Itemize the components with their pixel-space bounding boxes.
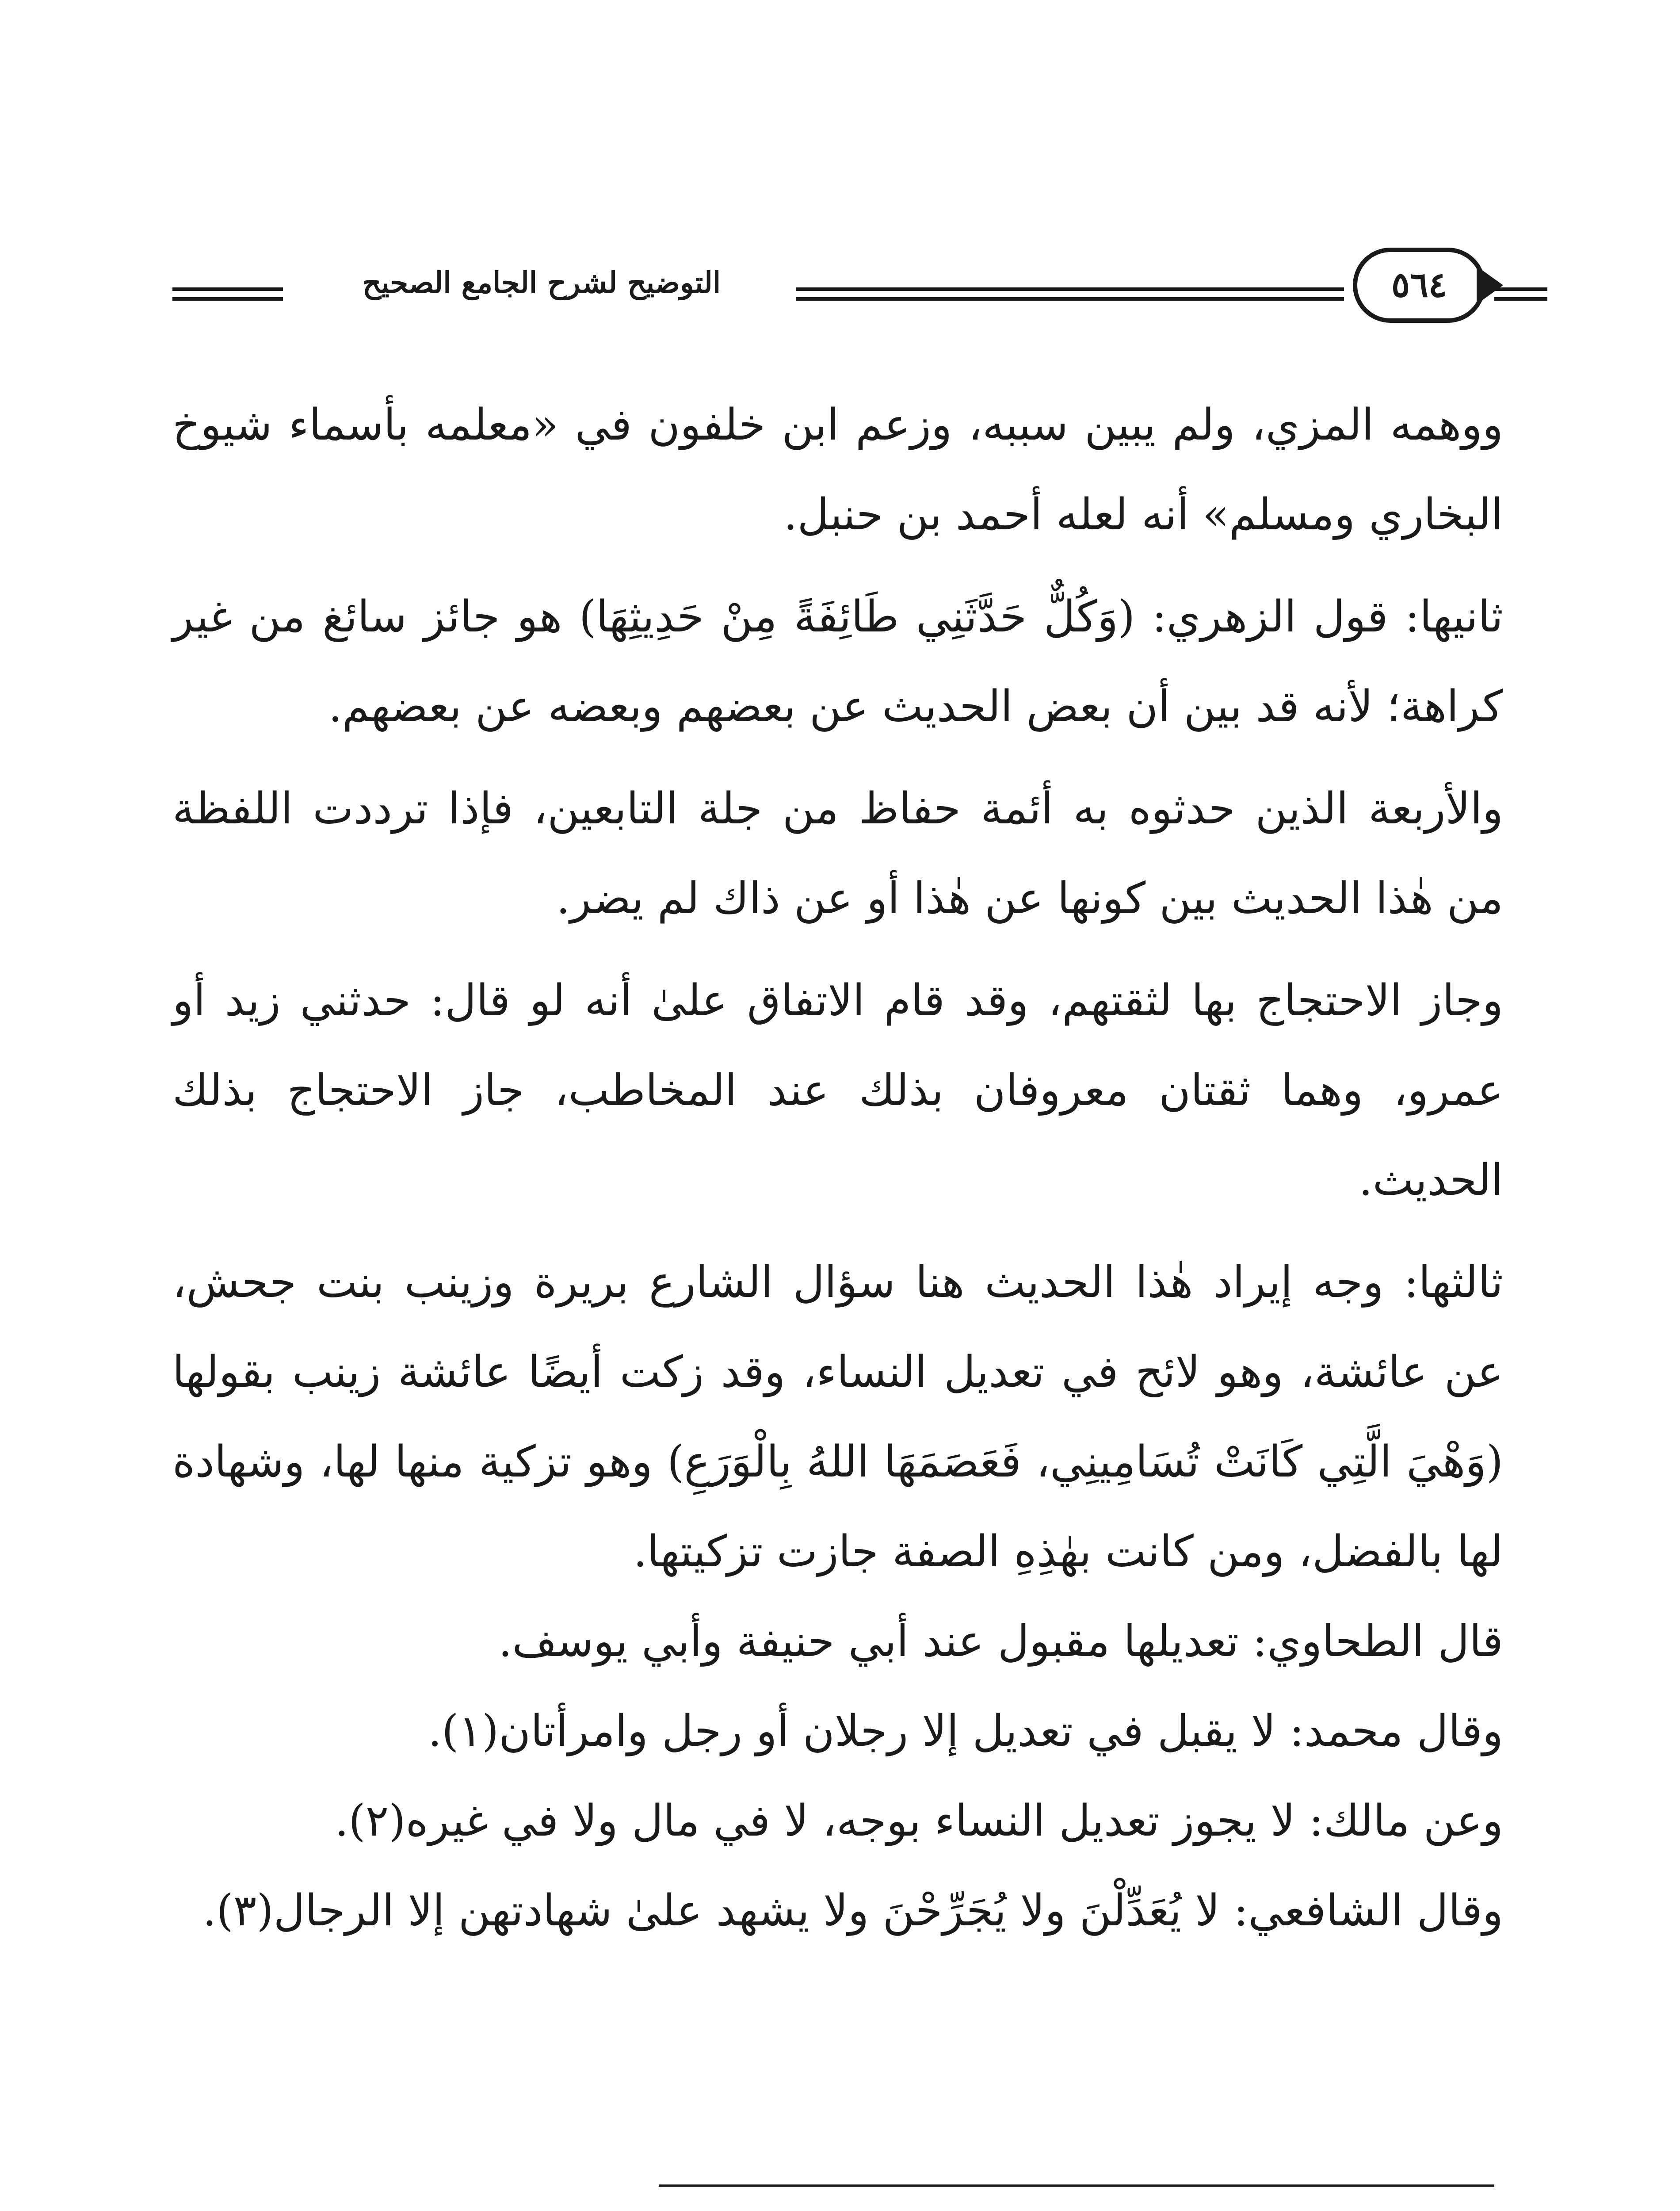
paragraph: وجاز الاحتجاج بها لثقتهم، وقد قام الاتفاق علىٰ أنه لو قال: حدثني زيد أو عمرو، وهما ثقتان معروفان بذلك عند المخاطب، جاز الاحتجاج بذلك الحديث. xyxy=(172,975,1503,1205)
paragraph: وعن مالك: لا يجوز تعديل النساء بوجه، لا في مال ولا في غيره(٢). xyxy=(335,1796,1503,1846)
paragraph: ثانيها: قول الزهري: (وَكُلٌّ حَدَّثَنِي طَائِفَةً مِنْ حَدِيثِهَا) هو جائز سائغ من غير كراهة؛ لأنه قد بين أن بعض الحديث عن بعضهم وبعضه عن بعضهم. xyxy=(172,592,1503,732)
page-header xyxy=(168,239,1512,336)
page-number: ٥٦٤ xyxy=(1353,248,1485,323)
paragraph: والأربعة الذين حدثوه به أئمة حفاظ من جلة التابعين، فإذا ترددت اللفظة من هٰذا الحديث بين كونها عن هٰذا أو عن ذاك لم يضر. xyxy=(172,784,1503,924)
paragraph: ثالثها: وجه إيراد هٰذا الحديث هنا سؤال الشارع بريرة وزينب بنت جحش، عن عائشة، وهو لائح في تعديل النساء، وقد زكت أيضًا عائشة زينب بقولها (وَهْيَ الَّتِي كَانَتْ تُسَامِينِي، فَعَصَمَهَا اللهُ بِالْوَرَعِ) وهو تزكية منها لها، وشهادة لها بالفضل، ومن كانت بهٰذِهِ الصفة جازت تزكيتها. xyxy=(172,1257,1503,1577)
paragraph: وقال الشافعي: لا يُعَدِّلْنَ ولا يُجَرِّحْنَ ولا يشهد علىٰ شهادتهن إلا الرجال(٣). xyxy=(202,1886,1503,1936)
paragraph: ووهمه المزي، ولم يبين سببه، وزعم ابن خلفون في «معلمه بأسماء شيوخ البخاري ومسلم» أنه لعله أحمد بن حنبل. xyxy=(172,400,1503,540)
running-title: التوضيح لشرح الجامع الصحيح xyxy=(362,265,721,300)
paragraph: وقال محمد: لا يقبل في تعديل إلا رجلان أو رجل وامرأتان(١). xyxy=(428,1706,1503,1756)
header-rule-left xyxy=(172,287,283,301)
header-rule-middle xyxy=(796,287,1344,301)
paragraph: قال الطحاوي: تعديلها مقبول عند أبي حنيفة وأبي يوسف. xyxy=(498,1616,1503,1667)
footnote-separator xyxy=(659,2184,1494,2187)
header-rule-right xyxy=(1494,287,1547,301)
main-text xyxy=(172,380,1503,1956)
